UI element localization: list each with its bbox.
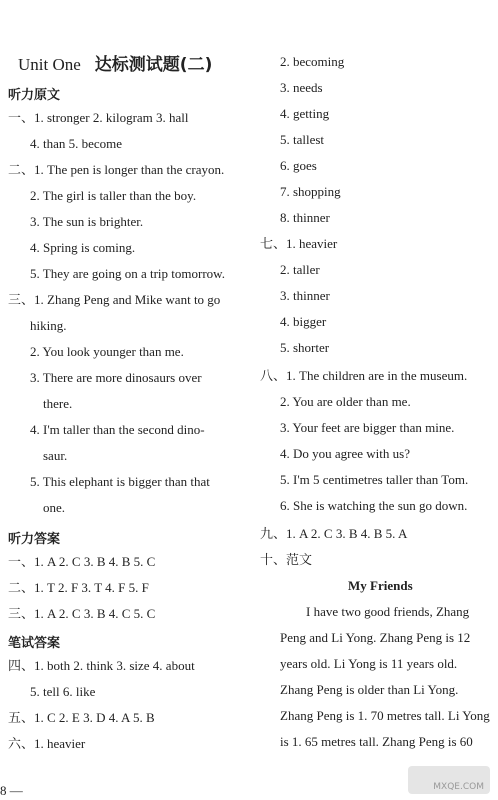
page-title [18,50,212,75]
answer-line: 六、1. heavier [8,736,86,751]
answer-line: 七、1. heavier [260,236,338,251]
answer-line: 2. becoming [280,54,345,69]
answer-line: 2. You are older than me. [280,394,411,409]
section-heading-listening-answers: 听力答案 [8,532,61,547]
answer-line: 3. Your feet are bigger than mine. [280,420,455,435]
answer-line: 4. Do you agree with us? [280,446,410,461]
answer-line: 3. thinner [280,288,330,303]
answer-line: 2. You look younger than me. [30,344,184,359]
answer-line: 5. This elephant is bigger than that [30,474,210,489]
answer-line: 二、1. T 2. F 3. T 4. F 5. F [8,580,149,595]
watermark-text: MXQE.COM [433,782,484,792]
answer-line: 4. Spring is coming. [30,240,136,255]
test-title: 达标测试题(二) [94,55,213,75]
answer-line: 八、1. The children are in the museum. [260,368,468,383]
answer-line: 四、1. both 2. think 3. size 4. about [8,658,195,673]
answer-line: 2. taller [280,262,320,277]
answer-line: 4. bigger [280,314,327,329]
answer-line: 6. She is watching the sun go down. [280,498,468,513]
answer-line: saur. [43,448,68,463]
answer-line: 5. tallest [280,132,325,147]
essay-line: years old. Li Yong is 11 years old. [280,656,458,671]
section-heading-written-answers: 笔试答案 [8,636,61,651]
answer-line: 一、1. stronger 2. kilogram 3. hall [8,110,189,125]
essay-title: My Friends [348,578,413,593]
essay-line: Peng and Li Yong. Zhang Peng is 12 [280,630,471,645]
essay-line: is 1. 65 metres tall. Zhang Peng is 60 [280,734,473,749]
essay-line: I have two good friends, Zhang [306,604,470,619]
answer-line: 3. The sun is brighter. [30,214,144,229]
answer-line: 5. I'm 5 centimetres taller than Tom. [280,472,469,487]
answer-line: 2. The girl is taller than the boy. [30,188,197,203]
answer-line: 5. tell 6. like [30,684,96,699]
answer-line: 三、1. A 2. C 3. B 4. C 5. C [8,606,156,621]
answer-line: 九、1. A 2. C 3. B 4. B 5. A [260,526,408,541]
answer-line: 5. They are going on a trip tomorrow. [30,266,225,281]
answer-line: 8. thinner [280,210,330,225]
answer-line: 一、1. A 2. C 3. B 4. B 5. C [8,554,156,569]
answer-line: 3. There are more dinosaurs over [30,370,202,385]
essay-line: Zhang Peng is 1. 70 metres tall. Li Yong [280,708,490,723]
answer-line: 4. getting [280,106,330,121]
answer-line: there. [43,396,73,411]
answer-line: 二、1. The pen is longer than the crayon. [8,162,225,177]
essay-line: Zhang Peng is older than Li Yong. [280,682,459,697]
watermark-logo [408,766,490,794]
answer-line: 十、范文 [260,552,313,567]
answer-line: 6. goes [280,158,317,173]
answer-line: 4. I'm taller than the second dino- [30,422,205,437]
answer-line: hiking. [30,318,67,333]
answer-line: one. [43,500,66,515]
answer-line: 7. shopping [280,184,341,199]
answer-line: 4. than 5. become [30,136,123,151]
page-number: 8 — [0,783,23,798]
answer-line: 5. shorter [280,340,330,355]
answer-line: 五、1. C 2. E 3. D 4. A 5. B [8,710,155,725]
answer-line: 三、1. Zhang Peng and Mike want to go [8,292,221,307]
unit-label: Unit One [18,55,81,74]
section-heading-listening-text: 听力原文 [8,88,61,103]
answer-line: 3. needs [280,80,323,95]
